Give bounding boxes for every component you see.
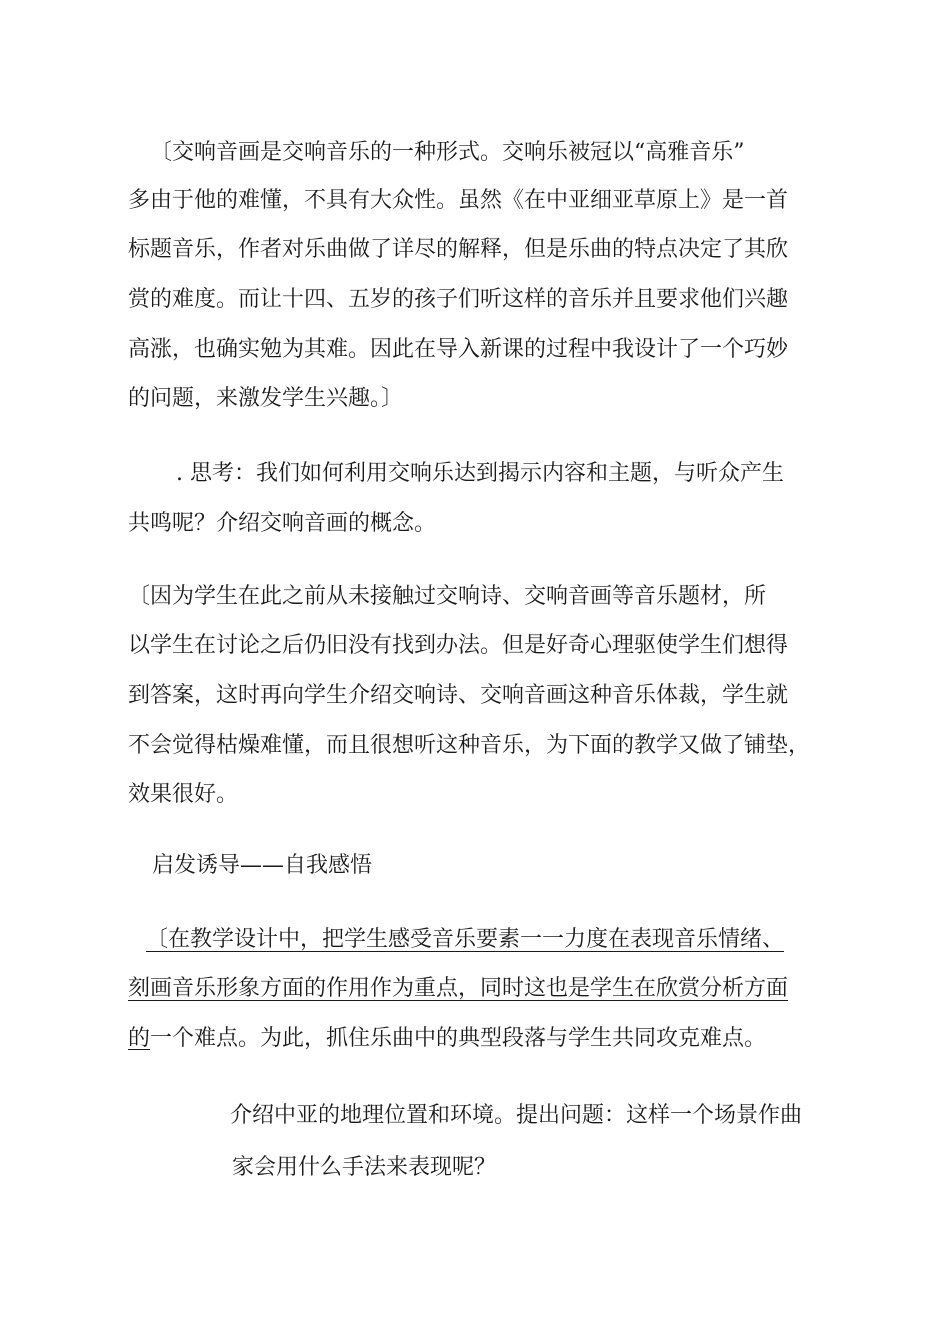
para1-line-2: 多由于他的难懂，不具有大众性。虽然《在中亚细亚草原上》是一首 [128,188,789,213]
para5-line-1: 介绍中亚的地理位置和环境。提出问题：这样一个场景作曲 [230,1103,803,1128]
section-heading: 启发诱导——自我感悟 [152,853,373,878]
para2-line-2: 共鸣呢？介绍交响音画的概念。 [128,511,437,536]
para1-line-5: 高涨，也确实勉为其难。因此在导入新课的过程中我设计了一个巧妙 [128,337,789,362]
para4-line-3-text: 一个难点。为此，抓住乐曲中的典型段落与学生共同攻克难点。 [150,1026,767,1051]
para4-line-3 [128,1026,766,1052]
para4-underlined-tail: 的 [128,1026,151,1051]
para3-line-4: 不会觉得枯燥难懂，而且很想听这种音乐，为下面的教学又做了铺垫， [128,733,811,758]
para4-line-1: 〔在教学设计中，把学生感受音乐要素一一力度在表现音乐情绪、 [146,927,785,952]
para3-line-5: 效果很好。 [128,782,239,807]
para1-line-3: 标题音乐，作者对乐曲做了详尽的解释，但是乐曲的特点决定了其欣 [128,237,789,262]
para3-line-2: 以学生在讨论之后仍旧没有找到办法。但是好奇心理驱使学生们想得 [128,633,789,658]
para4-line-2: 刻画音乐形象方面的作用作为重点，同时这也是学生在欣赏分析方面 [128,976,789,1001]
para5-line-2: 家会用什么手法来表现呢？ [232,1155,497,1180]
para1-line-6: 的问题，来激发学生兴趣。〕 [128,386,404,411]
para1-line-1: 〔交响音画是交响音乐的一种形式。交响乐被冠以“高雅音乐” [150,140,745,165]
para3-line-3: 到答案，这时再向学生介绍交响诗、交响音画这种音乐体裁，学生就 [128,683,789,708]
para3-line-1: 〔因为学生在此之前从未接触过交响诗、交响音画等音乐题材，所 [128,584,767,609]
para2-line-1: . 思考：我们如何利用交响乐达到揭示内容和主题，与听众产生 [176,461,784,486]
para1-line-4: 赏的难度。而让十四、五岁的孩子们听这样的音乐并且要求他们兴趣 [128,287,789,312]
